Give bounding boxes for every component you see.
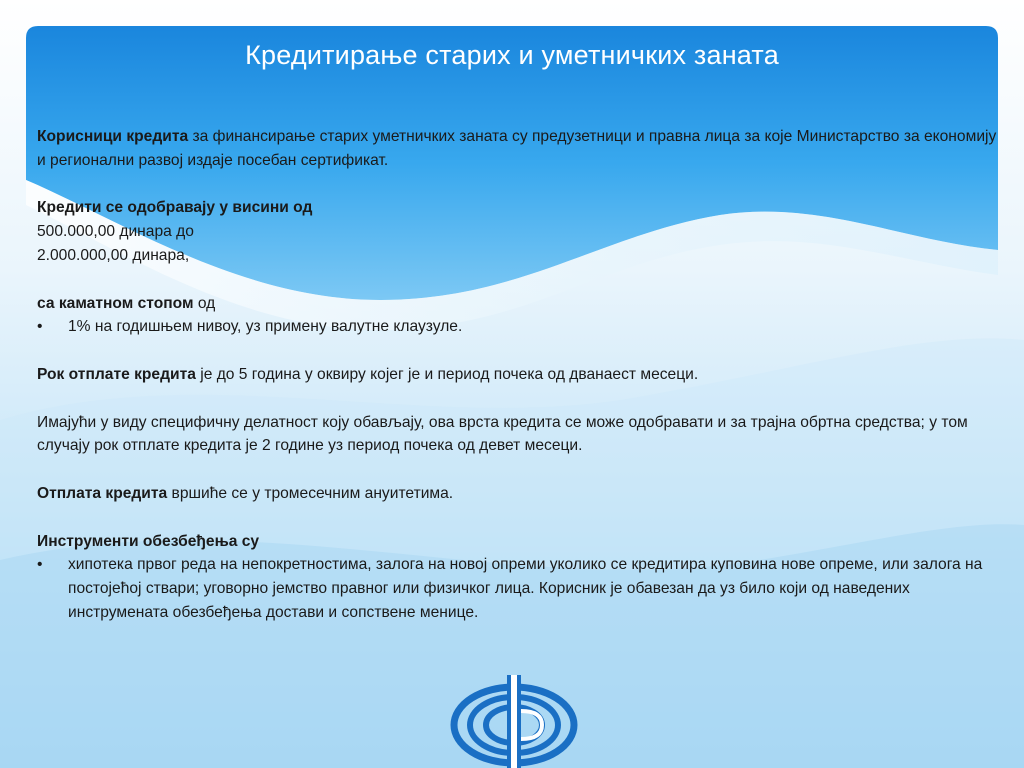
interest-bullet-text: 1% на годишњем нивоу, уз примену валутне клаузуле. bbox=[68, 318, 463, 336]
repayment-term-label: Рок отплате кредита bbox=[37, 365, 196, 383]
amount-min: 500.000,00 динара до bbox=[37, 223, 194, 241]
bullet-glyph: • bbox=[37, 318, 43, 336]
paragraph-working-capital: Имајући у виду специфичну делатност коју обављају, ова врста кредита се може одобравати и за трајна обртна средства; у том случају рок отплате кредита је 2 године уз период почека од девет месеци. bbox=[37, 413, 968, 455]
amount-max: 2.000.000,00 динара, bbox=[37, 246, 190, 264]
slide-title: Кредитирање старих и уметничких заната bbox=[245, 40, 779, 70]
paragraph-repayment bbox=[37, 482, 997, 506]
repayment-text: вршиће се у тромесечним ануитетима. bbox=[167, 484, 454, 502]
paragraph-users bbox=[37, 125, 997, 173]
paragraph-interest bbox=[37, 292, 997, 316]
fund-logo-icon bbox=[450, 675, 580, 768]
paragraph-repayment-term bbox=[37, 363, 997, 387]
amount-label: Кредити се одобравају у висини од bbox=[37, 199, 313, 217]
repayment-term-text: је до 5 година у оквиру којег је и период почека од дванаест месеци. bbox=[195, 365, 699, 383]
bullet-glyph: • bbox=[37, 556, 43, 574]
security-bullet-text: хипотека првог реда на непокретностима, залога на новој опреми уколико се кредитира куповина нове опреме, или залога на постојећој ствари; уговорно јемство правног или физичког лица. Корисник је обавезан да уз било који од наведених инструмената обезбеђења достави и сопствене менице. bbox=[68, 556, 983, 621]
security-label: Инструменти обезбеђења су bbox=[37, 532, 260, 550]
security-bullet bbox=[37, 553, 997, 624]
interest-bullet bbox=[37, 315, 997, 339]
interest-text: од bbox=[193, 294, 216, 312]
interest-label: са каматном стопом bbox=[37, 294, 194, 312]
paragraph-security bbox=[37, 530, 997, 554]
users-text: за финансирање старих уметничких заната су предузетници и правна лица за које Министарство за економију и регионални развој издаје посебан сертификат. bbox=[37, 128, 997, 169]
slide-body bbox=[37, 125, 997, 625]
paragraph-amount-heading bbox=[37, 196, 997, 220]
users-label: Корисници кредита bbox=[37, 128, 189, 145]
repayment-label: Отплата кредита bbox=[37, 484, 168, 502]
